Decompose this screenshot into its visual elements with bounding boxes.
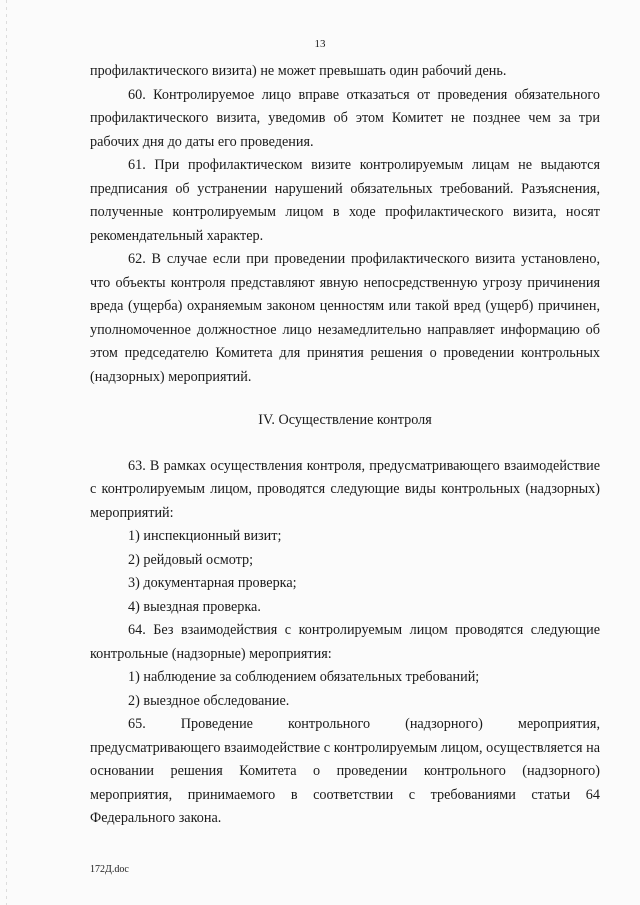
list-item: 3) документарная проверка; <box>128 575 297 591</box>
paragraph-60: 60. Контролируемое лицо вправе отказаться от проведения обязательного профилактического визита, уведомив об этом Комитет не позднее чем за три рабочих дня до даты его проведения. <box>90 86 600 150</box>
document-body <box>90 60 600 831</box>
paragraph-63: 63. В рамках осуществления контроля, предусматривающего взаимодействие с контролируемым лицом, проводятся следующие виды контрольных (надзорных) мероприятий: <box>90 457 600 521</box>
heading-spacer <box>90 389 600 399</box>
list-item: 4) выездная проверка. <box>128 598 261 615</box>
list-item: 2) выездное обследование. <box>128 692 290 709</box>
list-item: 2) рейдовый осмотр; <box>128 551 254 568</box>
paragraph-64: 64. Без взаимодействия с контролируемым лицом проводятся следующие контрольные (надзорные) мероприятия: <box>90 622 600 662</box>
paragraph-61: 61. При профилактическом визите контролируемым лицам не выдаются предписания об устранении нарушений обязательных требований. Разъяснения, полученные контролируемым лицом в ходе профилактического визита, носят рекомендательный характер. <box>90 157 600 244</box>
section-heading: IV. Осуществление контроля <box>258 412 432 428</box>
scan-edge-mark <box>6 0 7 905</box>
file-name-footer: 172Д.doc <box>90 864 129 875</box>
paragraph-62: 62. В случае если при проведении профилактического визита установлено, что объекты контроля представляют явную непосредственную угрозу причинения вреда (ущерба) охраняемым законом ценностям или такой вред (ущерб) причинен, уполномоченное должностное лицо незамедлительно направляет информацию об этом председателю Комитета для принятия решения о проведении контрольных (надзорных) мероприятий. <box>90 251 600 385</box>
paragraph-65: 65. Проведение контрольного (надзорного) мероприятия, предусматривающего взаимодействие с контролируемым лицом, осуществляется на основании решения Комитета о проведении контрольного (надзорного) мероприятия, принимаемого в соответствии с требованиями статьи 64 Федерального закона. <box>90 716 600 826</box>
list-item: 1) инспекционный визит; <box>128 528 282 544</box>
paragraph-continuation: профилактического визита) не может превышать один рабочий день. <box>90 63 507 79</box>
list-item: 1) наблюдение за соблюдением обязательных требований; <box>128 669 480 685</box>
page-number: 13 <box>314 38 326 50</box>
